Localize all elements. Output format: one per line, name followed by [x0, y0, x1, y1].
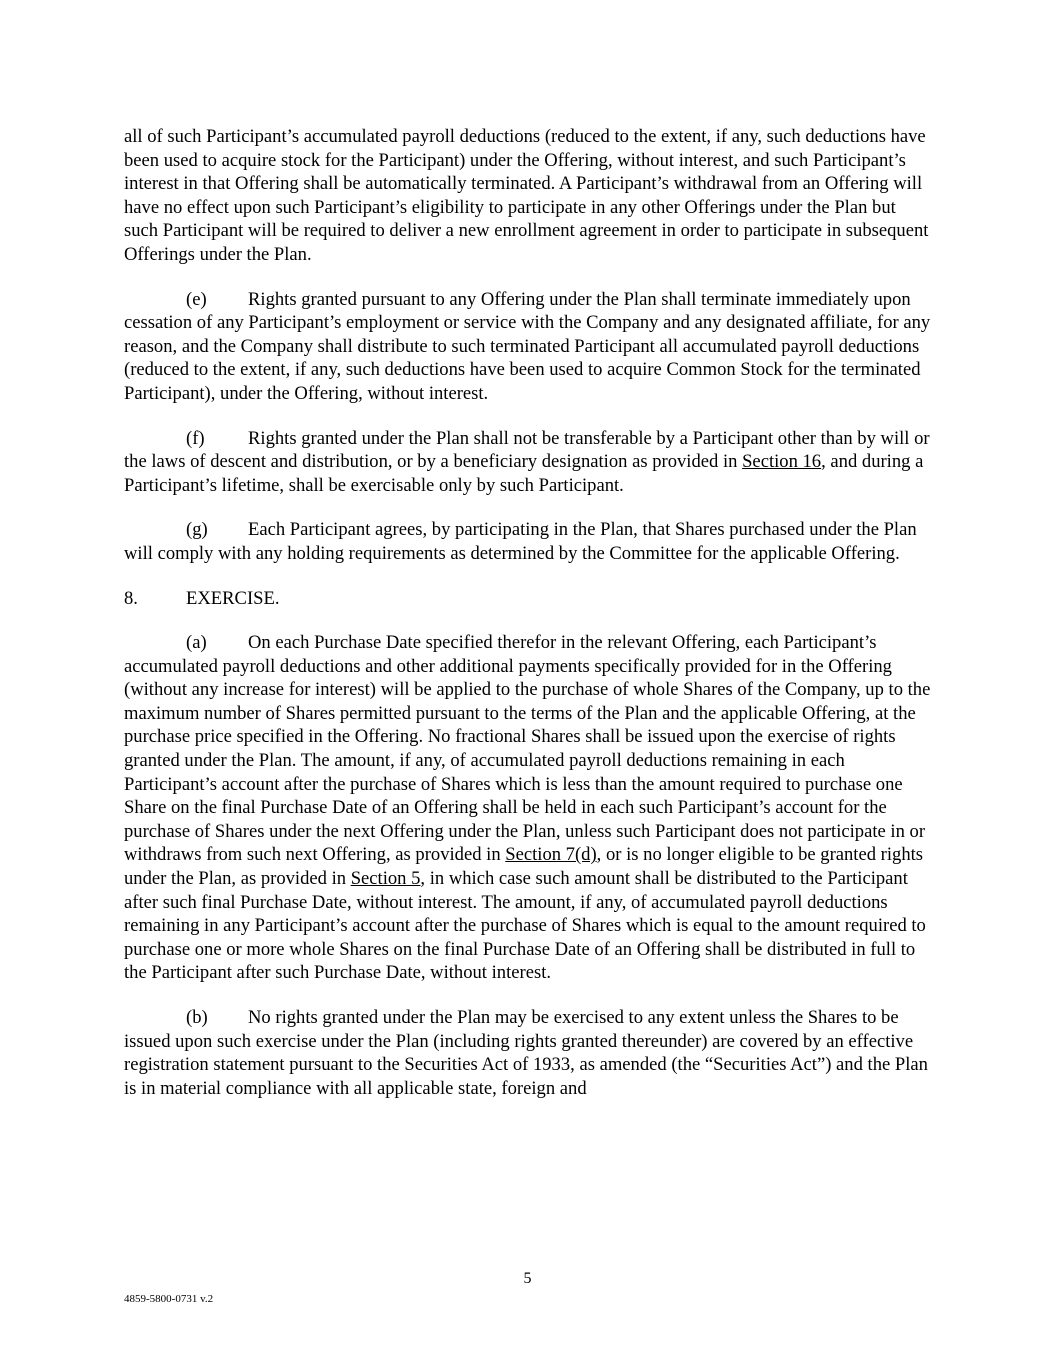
paragraph-continuation [124, 125, 932, 267]
page-number: 5 [523, 1270, 532, 1287]
paragraph-text: Rights granted under the Plan shall not be transferable by a Participant other than by will or the laws of descent and distribution, or by a beneficiary designation as provided in [124, 427, 930, 473]
section-8-heading [124, 587, 932, 611]
paragraph-text: No rights granted under the Plan may be exercised to any extent unless the Shares to be issued upon such exercise under the Plan (including rights granted thereunder) are covered by an effective registration statement pursuant to the Securities Act of 1933, as amended (the “Securities Act”) and the Plan is in material compliance with all applicable state, foreign and [124, 1007, 928, 1099]
section-16-reference: Section 16 [742, 451, 822, 473]
paragraph-text: Each Participant agrees, by participating in the Plan, that Shares purchased under the Plan will comply with any holding requirements as determined by the Committee for the applicable Offering. [124, 519, 917, 564]
paragraph-label: (f) [186, 427, 205, 449]
paragraph-text: all of such Participant’s accumulated payroll deductions (reduced to the extent, if any, such deductions have been used to acquire stock for the Participant) under the Offering, without interest, and such Participant’s interest in that Offering shall be automatically terminated. A Participant’s withdrawal from an Offering will have no effect upon such Participant’s eligibility to participate in any other Offerings under the Plan but such Participant will be required to deliver a new enrollment agreement in order to participate in subsequent Offerings under the Plan. [124, 126, 929, 265]
paragraph-text: , in which case such amount shall be distributed to the Participant after such final Purchase Date, without interest. The amount, if any, of accumulated payroll deductions remaining in any Participant’s account after the purchase of Shares which is equal to the amount required to purchase one or more whole Shares on the final Purchase Date of an Offering shall be distributed in full to the Participant after such Purchase Date, without interest. [124, 868, 926, 984]
section-title: EXERCISE. [186, 587, 280, 609]
section-number: 8. [124, 587, 138, 609]
paragraph-label: (b) [186, 1007, 208, 1028]
document-body [124, 125, 932, 1121]
section-5-reference: Section 5 [350, 868, 421, 890]
paragraph-7g [124, 518, 932, 565]
paragraph-7f [124, 427, 932, 498]
paragraph-label: (a) [186, 632, 207, 654]
paragraph-label: (g) [186, 519, 208, 541]
paragraph-8b [124, 1006, 932, 1100]
document-id: 4859-5800-0731 v.2 [124, 1293, 214, 1305]
section-7d-reference: Section 7(d) [505, 844, 597, 866]
paragraph-text: On each Purchase Date specified therefor in the relevant Offering, each Participant’s accumulated payroll deductions and other additional payments specifically provided for in the Offering (without any increase for interest) will be applied to the purchase of whole Shares of the Company, up to the maximum number of Shares permitted pursuant to the terms of the Plan and the applicable Offering, at the purchase price specified in the Offering. No fractional Shares shall be issued upon the exercise of rights granted under the Plan. The amount, if any, of accumulated payroll deductions remaining in each Participant’s account after the purchase of Shares which is less than the amount required to purchase one Share on the final Purchase Date of an Offering shall be held in each such Participant’s account for the purchase of Shares under the next Offering under the Plan, unless such Participant does not participate in or withdraws from such next Offering, as provided in [124, 632, 931, 866]
paragraph-8a [124, 631, 932, 985]
paragraph-text: , or is no longer eligible to be granted rights under the Plan, as provided in [124, 844, 924, 890]
paragraph-text: , and during a Participant’s lifetime, shall be exercisable only by such Participant. [124, 451, 924, 496]
paragraph-label: (e) [186, 288, 207, 310]
paragraph-7e [124, 288, 932, 406]
paragraph-text: Rights granted pursuant to any Offering under the Plan shall terminate immediately upon cessation of any Participant’s employment or service with the Company and any designated affiliate, for any reason, and the Company shall distribute to such terminated Participant all accumulated payroll deductions (reduced to the extent, if any, such deductions have been used to acquire Common Stock for the terminated Participant), under the Offering, without interest. [124, 288, 931, 404]
